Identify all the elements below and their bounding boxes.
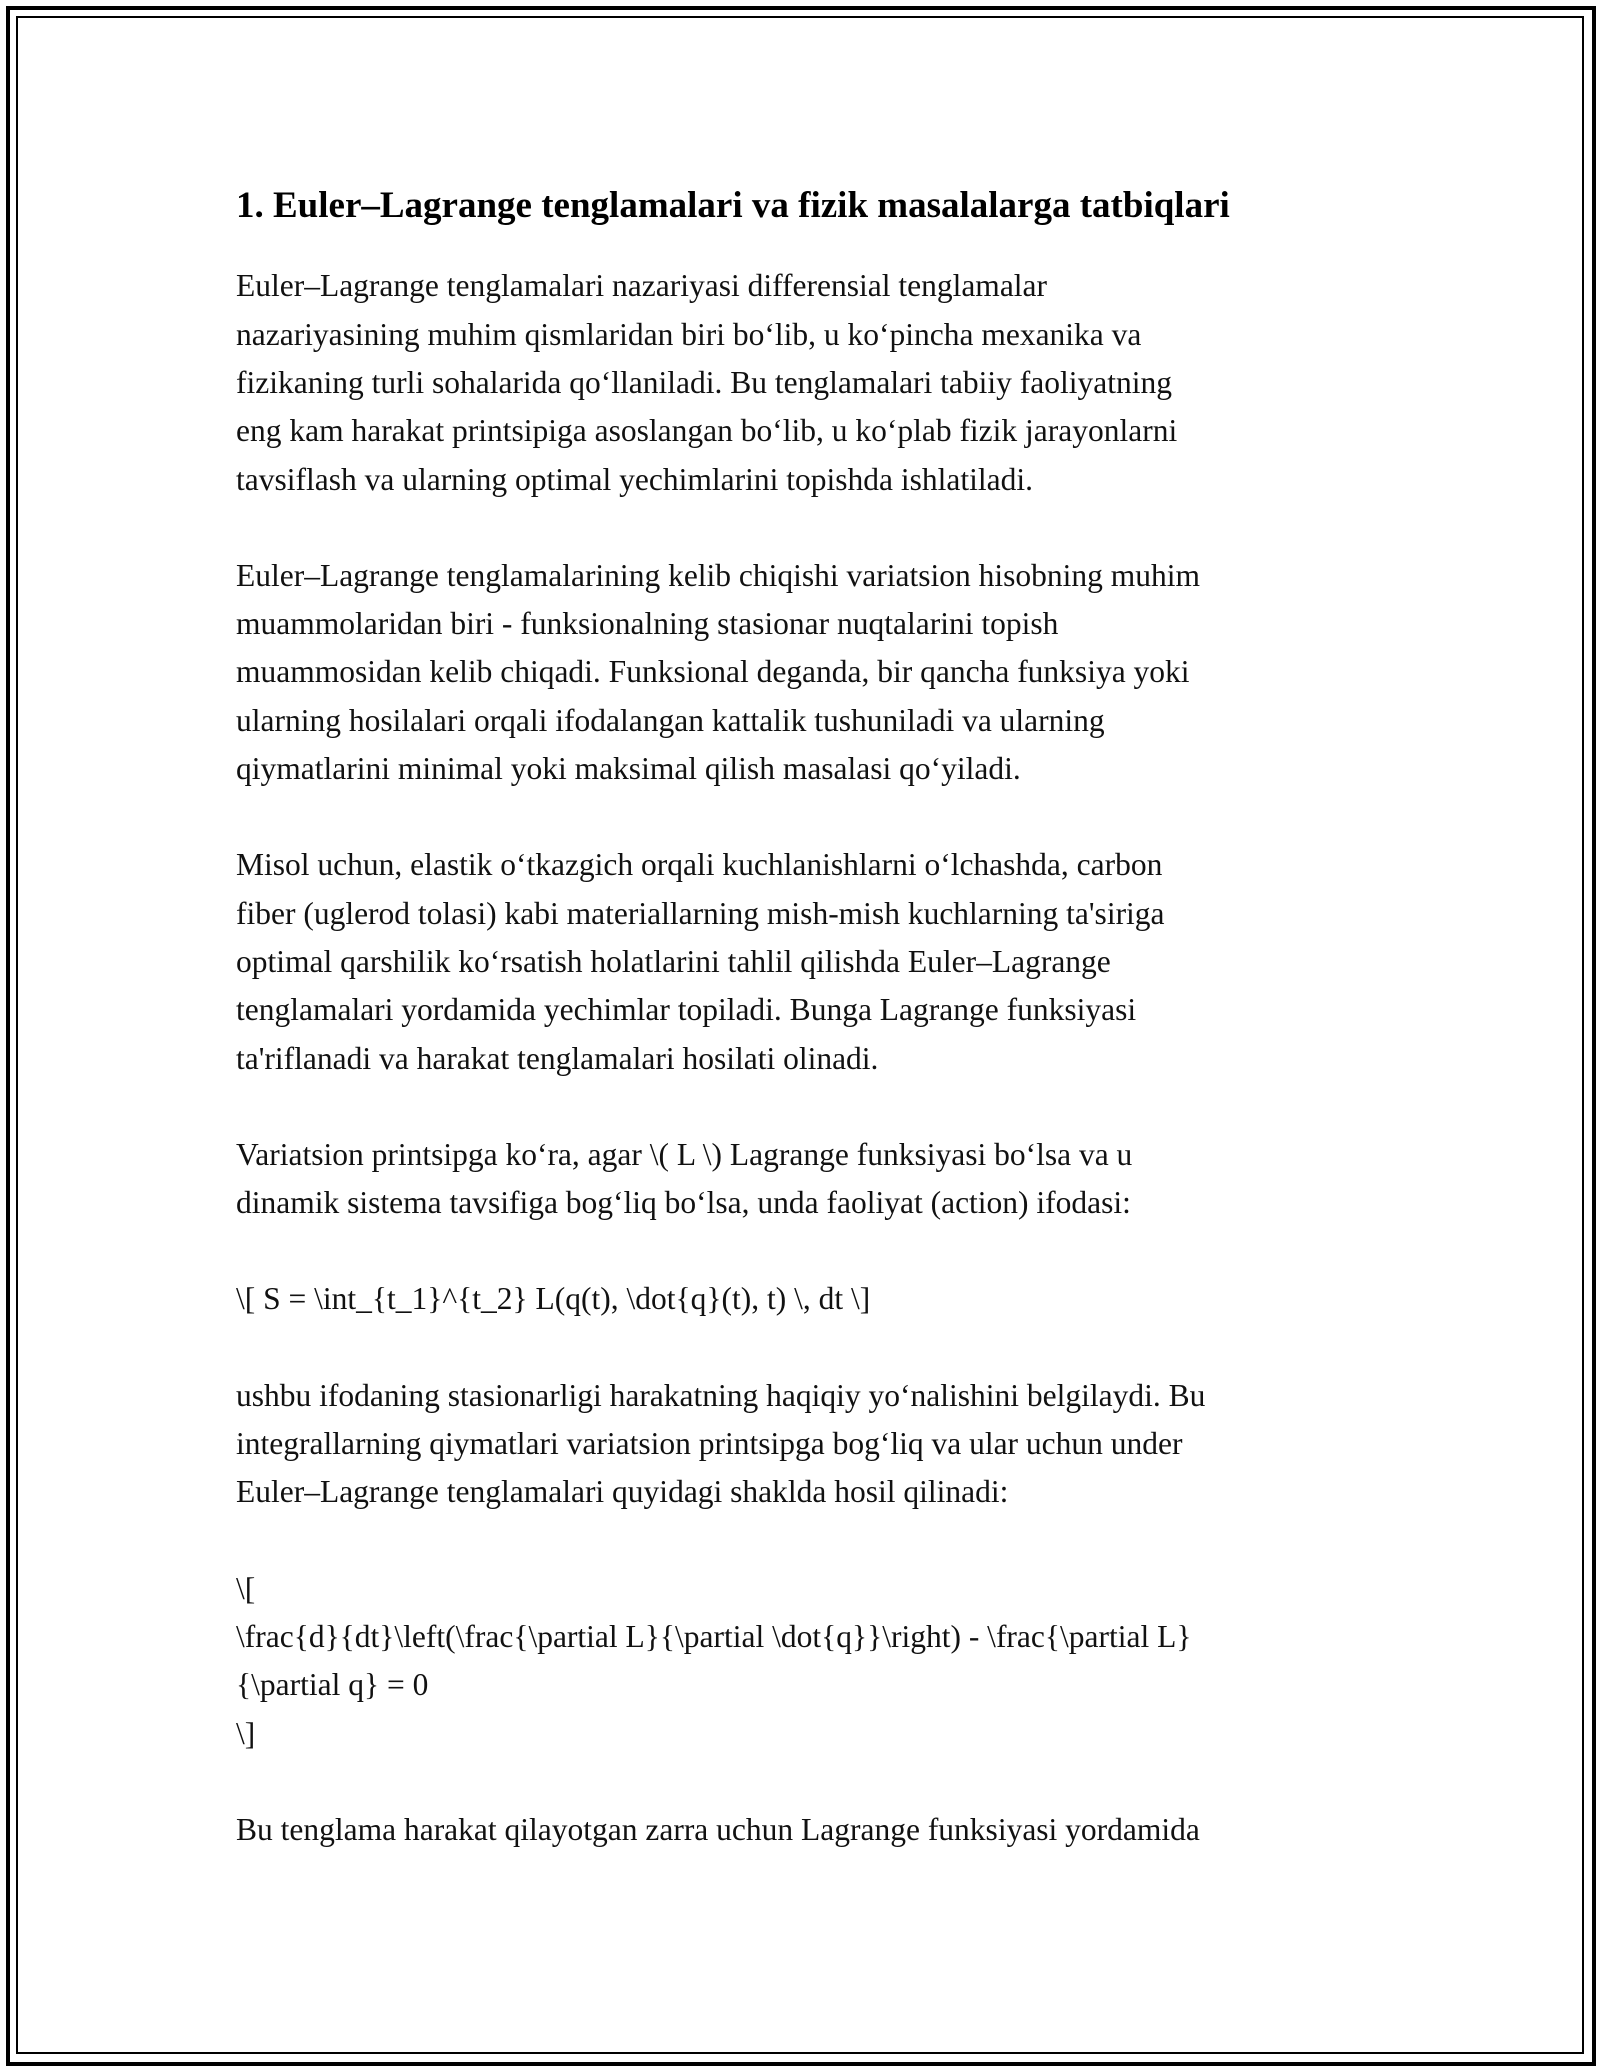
paragraph-stationarity: ushbu ifodaning stasionarligi harakatning haqiqiy yo‘nalishini belgilaydi. Bu integrallarning qiymatlari variatsion printsipga bog‘liq va ular uchun under Euler–Lagrange tenglamalari quyidagi shaklda hosil qilinadi: [236, 1377, 1206, 1510]
formula-euler-lagrange: \[ \frac{d}{dt}\left(\frac{\partial L}{\partial \dot{q}}\right) - \frac{\partial L} {\partial q} = 0 \] [236, 1570, 1192, 1751]
paragraph-origin: Euler–Lagrange tenglamalarining kelib chiqishi variatsion hisobning muhim muammolaridan biri - funksionalning stasionar nuqtalarini topish muammosidan kelib chiqadi. Funksional deganda, bir qancha funksiya yoki ularning hosilalari orqali ifodalangan kattalik tushuniladi va ularning qiymatlarini minimal yoki maksimal qilish masalasi qo‘yiladi. [236, 557, 1201, 787]
paragraph-example: Misol uchun, elastik o‘tkazgich orqali kuchlanishlarni o‘lchashda, carbon fiber (uglerod tolasi) kabi materiallarning mish-mish kuchlarning ta'siriga optimal qarshilik ko‘rsatish holatlarini tahlil qilishda Euler–Lagrange tenglamalari yordamida yechimlar topiladi. Bunga Lagrange funksiyasi ta'riflanadi va harakat tenglamalari hosilati olinadi. [236, 847, 1165, 1076]
formula-action: \[ S = \int_{t_1}^{t_2} L(q(t), \dot{q}(t), t) \, dt \] [236, 1281, 871, 1317]
paragraph-closing: Bu tenglama harakat qilayotgan zarra uchun Lagrange funksiyasi yordamida [236, 1811, 1200, 1847]
section-heading: 1. Euler–Lagrange tenglamalari va fizik masalalarga tatbiqlari [236, 185, 1230, 226]
paragraph-variational-principle: Variatsion printsipga ko‘ra, agar \( L \) Lagrange funksiyasi bo‘lsa va u dinamik sistema tavsifiga bog‘liq bo‘lsa, unda faoliyat (action) ifodasi: [236, 1136, 1133, 1221]
paragraph-intro: Euler–Lagrange tenglamalari nazariyasi differensial tenglamalar nazariyasining muhim qismlaridan biri bo‘lib, u ko‘pincha mexanika va fizikaning turli sohalarida qo‘llaniladi. Bu tenglamalari tabiiy faoliyatning eng kam harakat printsipiga asoslangan bo‘lib, u ko‘plab fizik jarayonlarni tavsiflash va ularning optimal yechimlarini topishda ishlatiladi. [236, 268, 1178, 497]
document-body [236, 184, 1376, 1902]
